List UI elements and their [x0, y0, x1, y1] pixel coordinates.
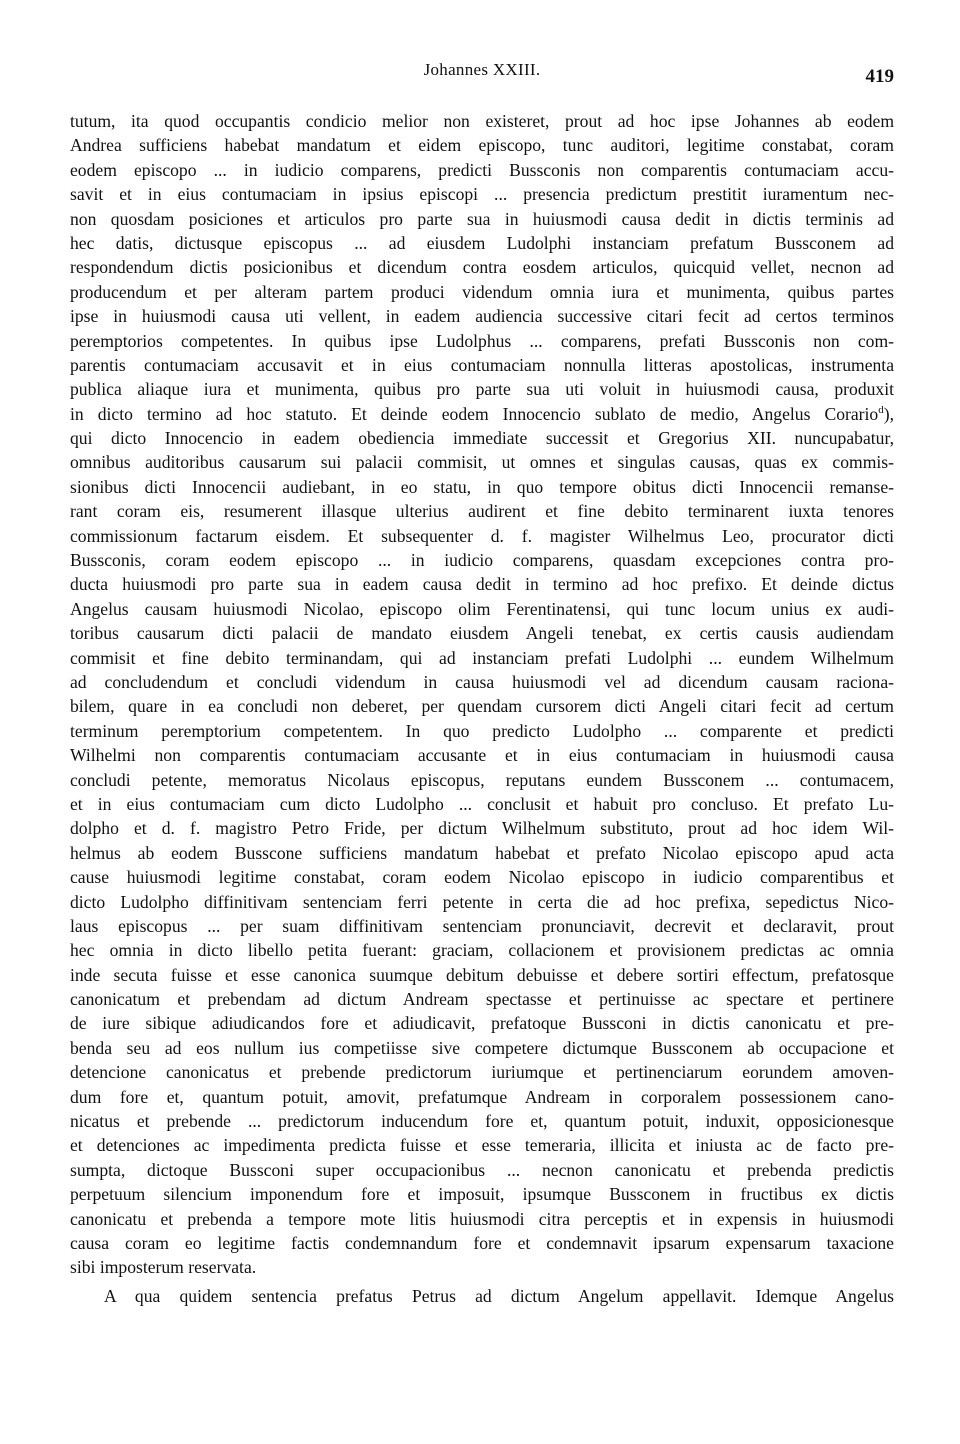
text-line: bilem, quare in ea concludi non deberet, per quendam cursorem dicti Angeli citari fecit ad certum [70, 696, 894, 717]
text-line: omnibus auditoribus causarum sui palacii commisit, ut omnes et singulas causas, quas ex commis- [70, 452, 894, 473]
text-line-with-footnote [70, 402, 894, 426]
page-number: 419 [865, 66, 894, 87]
text-line: ducta huiusmodi pro parte sua in eadem causa dedit in termino ad hoc prefixo. Et deinde dictus [70, 574, 894, 595]
text-line: Wilhelmi non comparentis contumaciam accusante et in eius contumaciam in huiusmodi causa [70, 745, 894, 766]
text-line: de iure sibique adiudicandos fore et adiudicavit, prefatoque Bussconi in dictis canonicatu et pre- [70, 1013, 894, 1034]
text-line: et in eius contumaciam cum dicto Ludolpho ... conclusit et habuit pro concluso. Et prefato Lu- [70, 793, 894, 814]
running-title: Johannes XXIII. [423, 60, 541, 79]
text-line: rant coram eis, resumerent illasque ulterius audirent et fine debito terminarent iuxta tenores [70, 501, 894, 522]
text-line-content: in dicto termino ad hoc statuto. Et deinde eodem Innocencio sublato de medio, Angelus Corario [70, 403, 879, 424]
text-line: respondendum dictis posicionibus et dicendum contra eosdem articulos, quicquid vellet, necnon ad [70, 257, 894, 278]
body-text [70, 109, 894, 1308]
text-line: laus episcopus ... per suam diffinitivam sentenciam pronunciavit, decrevit et declaravit, prout [70, 915, 894, 936]
text-line: nicatus et prebende ... predictorum inducendum fore et, quantum potuit, induxit, opposicionesque [70, 1111, 894, 1132]
text-line: qui dicto Innocencio in eadem obediencia immediate successit et Gregorius XII. nuncupabatur, [70, 428, 894, 449]
text-line: Bussconis, coram eodem episcopo ... in iudicio comparens, quasdam excepciones contra pro- [70, 550, 894, 571]
text-line: non quosdam posiciones et articulos pro parte sua in huiusmodi causa dedit in dictis terminis ad [70, 208, 894, 229]
text-line: Andrea sufficiens habebat mandatum et eidem episcopo, tunc auditori, legitime constabat, coram [70, 135, 894, 156]
text-line: peremptorios competentes. In quibus ipse Ludolphus ... comparens, prefati Bussconis non com- [70, 330, 894, 351]
text-line: dolpho et d. f. magistro Petro Fride, per dictum Wilhelmum substituto, prout ad hoc idem Wil- [70, 818, 894, 839]
text-line: perpetuum silencium imponendum fore et imposuit, ipsumque Bussconem in fructibus ex dictis [70, 1184, 894, 1205]
text-line: eodem episcopo ... in iudicio comparens, predicti Bussconis non comparentis contumaciam accu- [70, 159, 894, 180]
text-line: helmus ab eodem Bussconе sufficiens mandatum habebat et prefato Nicolao episcopo apud acta [70, 842, 894, 863]
text-line: dicto Ludolpho diffinitivam sentenciam ferri petente in certa die ad hoc prefixa, sepedictus Nico- [70, 891, 894, 912]
text-line: concludi petente, memoratus Nicolaus episcopus, reputans eundem Bussconem ... contumacem, [70, 769, 894, 790]
text-line: causa coram eo legitime factis condemnandum fore et condemnavit ipsarum expensarum taxacione [70, 1232, 894, 1253]
text-line: savit et in eius contumaciam in ipsius episcopi ... presencia predictum prestitit iuramentum nec- [70, 184, 894, 205]
text-line: sumpta, dictoque Bussconi super occupacionibus ... necnon canonicatu et prebenda predictis [70, 1159, 894, 1180]
text-line: sibi imposterum reservata. [70, 1257, 257, 1278]
text-line: inde secuta fuisse et esse canonica suumque debitum debuisse et debere sortiri effectum, prefatosque [70, 964, 894, 985]
text-line: canonicatum et prebendam ad dictum Andream spectasse et pertinuisse ac spectare et pertinere [70, 989, 894, 1010]
text-line-tail: ), [883, 403, 894, 424]
paragraph-1 [70, 109, 894, 1280]
text-line: et detenciones ac impedimenta predicta fuisse et esse temeraria, illicita et iniusta ac de facto pre- [70, 1135, 894, 1156]
text-line: Angelus causam huiusmodi Nicolao, episcopo olim Ferentinatensi, qui tunc locum unius ex audi- [70, 598, 894, 619]
running-head [70, 56, 894, 92]
footnote-marker: d [878, 403, 884, 416]
text-line: A qua quidem sentencia prefatus Petrus ad dictum Angelum appellavit. Idemque Angelus [104, 1285, 894, 1306]
text-line: ipse in huiusmodi causa uti vellent, in eadem audiencia successive citari fecit ad certos terminos [70, 306, 894, 327]
text-line: cause huiusmodi legitime constabat, coram eodem Nicolao episcopo in iudicio comparentibus et [70, 867, 894, 888]
text-line: detencione canonicatus et prebende predictorum iuriumque et pertinenciarum eorundem amoven- [70, 1062, 894, 1083]
text-line: canonicatu et prebenda a tempore mote litis huiusmodi citra perceptis et in expensis in huiusmodi [70, 1208, 894, 1229]
text-line: dum fore et, quantum potuit, amovit, prefatumque Andream in corporalem possessionem cano- [70, 1086, 894, 1107]
text-line: commisit et fine debito terminandam, qui ad instanciam prefati Ludolphi ... eundem Wilhelmum [70, 647, 894, 668]
text-line: sionibus dicti Innocencii audiebant, in eo statu, in quo tempore obitus dicti Innocencii remanse- [70, 476, 894, 497]
text-line: terminum peremptorium competentem. In quo predicto Ludolpho ... comparente et predicti [70, 720, 894, 741]
text-line: tutum, ita quod occupantis condicio melior non existeret, prout ad hoc ipse Johannes ab eodem [70, 111, 894, 131]
text-line: publica aliaque iura et munimenta, quibus pro parte sua uti voluit in huiusmodi causa, produxit [70, 379, 894, 400]
text-line: toribus causarum dicti palacii de mandato eiusdem Angeli tenebat, ex certis causis audiendam [70, 623, 894, 644]
text-line: hec omnia in dicto libello petita fuerant: graciam, collacionem et provisionem predictas ac omnia [70, 940, 894, 961]
text-line: parentis contumaciam accusavit et in eius contumaciam nonnulla litteras apostolicas, instrumenta [70, 354, 894, 375]
text-line: ad concludendum et concludi videndum in causa huiusmodi vel ad dicendum causam raciona- [70, 671, 894, 692]
text-line: hec datis, dictusque episcopus ... ad eiusdem Ludolphi instanciam prefatum Bussconem ad [70, 232, 894, 253]
paragraph-2 [70, 1284, 894, 1308]
text-line: commissionum factarum eisdem. Et subsequenter d. f. magister Wilhelmus Leo, procurator dicti [70, 525, 894, 546]
text-line: producendum et per alteram partem produci videndum omnia iura et munimenta, quibus partes [70, 281, 894, 302]
text-line: benda seu ad eos nullum ius competiisse sive competere dictumque Bussconem ab occupacione et [70, 1037, 894, 1058]
